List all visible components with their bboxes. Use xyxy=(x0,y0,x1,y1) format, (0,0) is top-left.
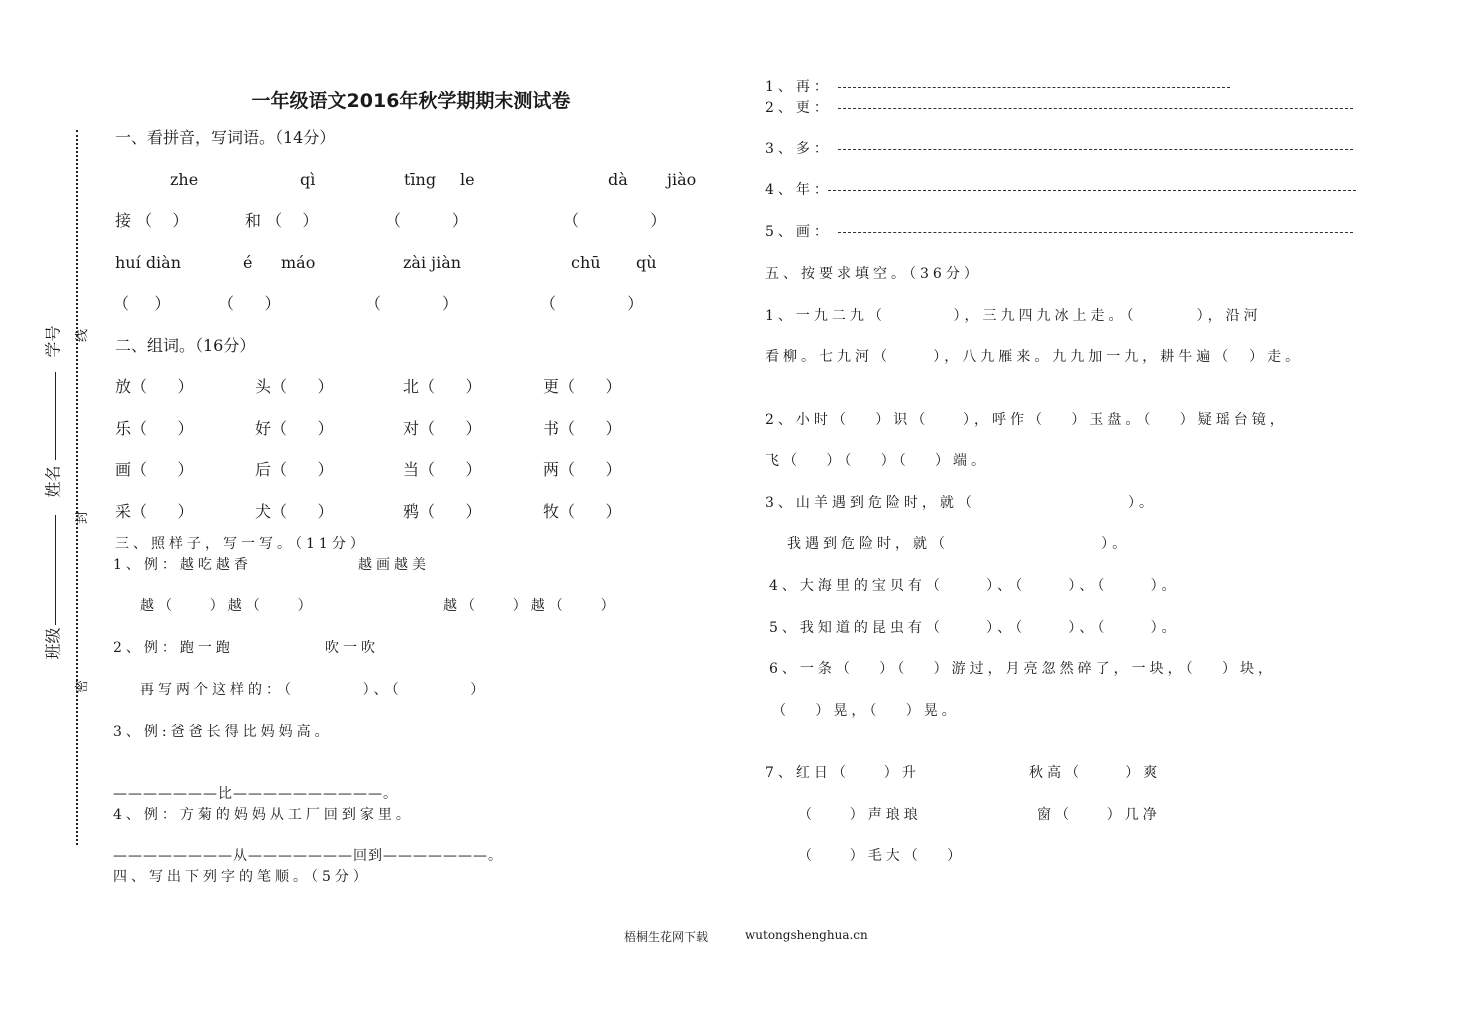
question-text: 2、例：跑一跑 xyxy=(113,640,234,656)
fill-line[interactable]: （ ）晃，（ ）晃。 xyxy=(772,703,960,719)
answer-blank[interactable]: 和 （ ） xyxy=(245,211,319,230)
stroke-order-label: 1、再： xyxy=(765,79,832,95)
fill-line[interactable]: 飞（ ）（ ）（ ）端。 xyxy=(765,453,990,469)
question-text: 4、例：方菊的妈妈从工厂回到家里。 xyxy=(113,807,414,823)
answer-blank[interactable]: 接 （ ） xyxy=(115,211,189,230)
word-blank[interactable]: 采（ ） xyxy=(115,502,194,521)
pinyin: le xyxy=(460,170,475,189)
fill-line[interactable]: 秋高（ ）爽 xyxy=(1029,765,1162,781)
fill-line[interactable]: 5、我知道的昆虫有（ ）、（ ）、（ ）。 xyxy=(769,620,1180,636)
stroke-order-line[interactable] xyxy=(838,108,1353,109)
student-no-label: 学号 xyxy=(43,325,63,358)
pinyin: é xyxy=(243,253,253,272)
word-blank[interactable]: 书（ ） xyxy=(543,419,622,438)
word-blank[interactable]: 牧（ ） xyxy=(543,502,622,521)
fill-line[interactable]: 1、一九二九（ ），三九四九冰上走。（ ），沿河 xyxy=(765,308,1262,324)
pinyin: zài jiàn xyxy=(403,253,462,272)
stroke-order-label: 4、年： xyxy=(765,182,832,198)
section1-heading: 一、看拼音，写词语。（14分） xyxy=(115,128,336,147)
fill-line[interactable]: 3、山羊遇到危险时，就（ ）。 xyxy=(765,495,1158,511)
word-blank[interactable]: 后（ ） xyxy=(255,460,334,479)
footer-url[interactable]: wutongshenghua.cn xyxy=(745,928,868,942)
word-blank[interactable]: 画（ ） xyxy=(115,460,194,479)
section3-heading: 三、照样子，写一写。（11分） xyxy=(115,536,368,552)
stroke-order-label: 2、更： xyxy=(765,100,832,116)
class-label: 班级 xyxy=(43,627,63,660)
section5-heading: 五、按要求填空。（36分） xyxy=(765,266,982,282)
name-field[interactable] xyxy=(55,515,56,625)
pinyin: chū xyxy=(571,253,601,272)
stroke-order-label: 5、画： xyxy=(765,224,832,240)
word-blank[interactable]: 更（ ） xyxy=(543,377,622,396)
fill-line[interactable]: 7、红日（ ）升 xyxy=(765,765,920,781)
name-label: 姓名 xyxy=(43,465,63,498)
stroke-order-label: 3、多： xyxy=(765,141,832,157)
pinyin: tīng xyxy=(404,170,437,189)
question-text: 吹一吹 xyxy=(325,640,379,656)
question-text: 1、例：越吃越香 xyxy=(113,557,252,573)
word-blank[interactable]: 乐（ ） xyxy=(115,419,194,438)
binding-seal-mark: 封 xyxy=(75,510,91,525)
pinyin: jiào xyxy=(667,170,697,189)
answer-blank[interactable]: （ ） xyxy=(113,294,171,313)
footer-site-name: 梧桐生花网下载 xyxy=(624,930,709,944)
pinyin: qì xyxy=(300,170,316,189)
answer-blank[interactable]: （ ） xyxy=(365,294,459,313)
fill-line[interactable]: （ ）声琅琅 xyxy=(798,807,922,823)
answer-blank[interactable]: ————————从———————回到———————。 xyxy=(113,848,503,864)
answer-blank[interactable]: （ ） xyxy=(385,211,468,230)
stroke-order-line[interactable] xyxy=(828,190,1356,191)
student-no-field[interactable] xyxy=(55,372,56,460)
word-blank[interactable]: 好（ ） xyxy=(255,419,334,438)
question-text: 越画越美 xyxy=(358,557,430,573)
word-blank[interactable]: 北（ ） xyxy=(403,377,482,396)
section4-heading: 四、写出下列字的笔顺。（5分） xyxy=(113,869,371,885)
binding-line-mark: 线 xyxy=(75,328,91,343)
binding-dotted-line xyxy=(76,130,78,845)
pinyin: huí diàn xyxy=(115,253,182,272)
answer-blank[interactable]: ———————比——————————。 xyxy=(113,786,398,802)
answer-blank[interactable]: 越（ ）越（ ） xyxy=(140,598,316,614)
fill-line[interactable]: （ ）毛大（ ） xyxy=(798,848,966,864)
section2-heading: 二、组词。（16分） xyxy=(115,336,256,355)
pinyin: máo xyxy=(281,253,316,272)
word-blank[interactable]: 放（ ） xyxy=(115,377,194,396)
stroke-order-line[interactable] xyxy=(838,149,1353,150)
answer-blank[interactable]: 越（ ）越（ ） xyxy=(443,598,619,614)
word-blank[interactable]: 当（ ） xyxy=(403,460,482,479)
fill-line[interactable]: 6、一条（ ）（ ）游过，月亮忽然碎了，一块，（ ）块， xyxy=(769,661,1276,677)
word-blank[interactable]: 对（ ） xyxy=(403,419,482,438)
pinyin: dà xyxy=(608,170,628,189)
question-text: 3、例:爸爸长得比妈妈高。 xyxy=(113,724,333,740)
word-blank[interactable]: 犬（ ） xyxy=(255,502,334,521)
fill-line[interactable]: 4、大海里的宝贝有（ ）、（ ）、（ ）。 xyxy=(769,578,1180,594)
answer-blank[interactable]: 再写两个这样的：（ ）、（ ） xyxy=(140,682,489,698)
word-blank[interactable]: 两（ ） xyxy=(543,460,622,479)
word-blank[interactable]: 鸦（ ） xyxy=(403,502,482,521)
stroke-order-line[interactable] xyxy=(838,232,1353,233)
answer-blank[interactable]: （ ） xyxy=(563,211,667,230)
pinyin: qù xyxy=(636,253,657,272)
fill-line[interactable]: 窗（ ）几净 xyxy=(1037,807,1161,823)
answer-blank[interactable]: （ ） xyxy=(540,294,644,313)
stroke-order-line[interactable] xyxy=(838,87,1230,88)
fill-line[interactable]: 看柳。七九河（ ），八九雁来。九九加一九，耕牛遍（ ）走。 xyxy=(765,349,1304,365)
exam-title: 一年级语文2016年秋学期期末测试卷 xyxy=(251,90,571,112)
binding-secret-mark: 密 xyxy=(75,679,91,694)
word-blank[interactable]: 头（ ） xyxy=(255,377,334,396)
pinyin: zhe xyxy=(170,170,199,189)
fill-line[interactable]: 2、小时（ ）识（ ），呼作（ ）玉盘。（ ）疑瑶台镜， xyxy=(765,412,1288,428)
fill-line[interactable]: 我遇到危险时，就（ ）。 xyxy=(787,536,1131,552)
answer-blank[interactable]: （ ） xyxy=(218,294,281,313)
